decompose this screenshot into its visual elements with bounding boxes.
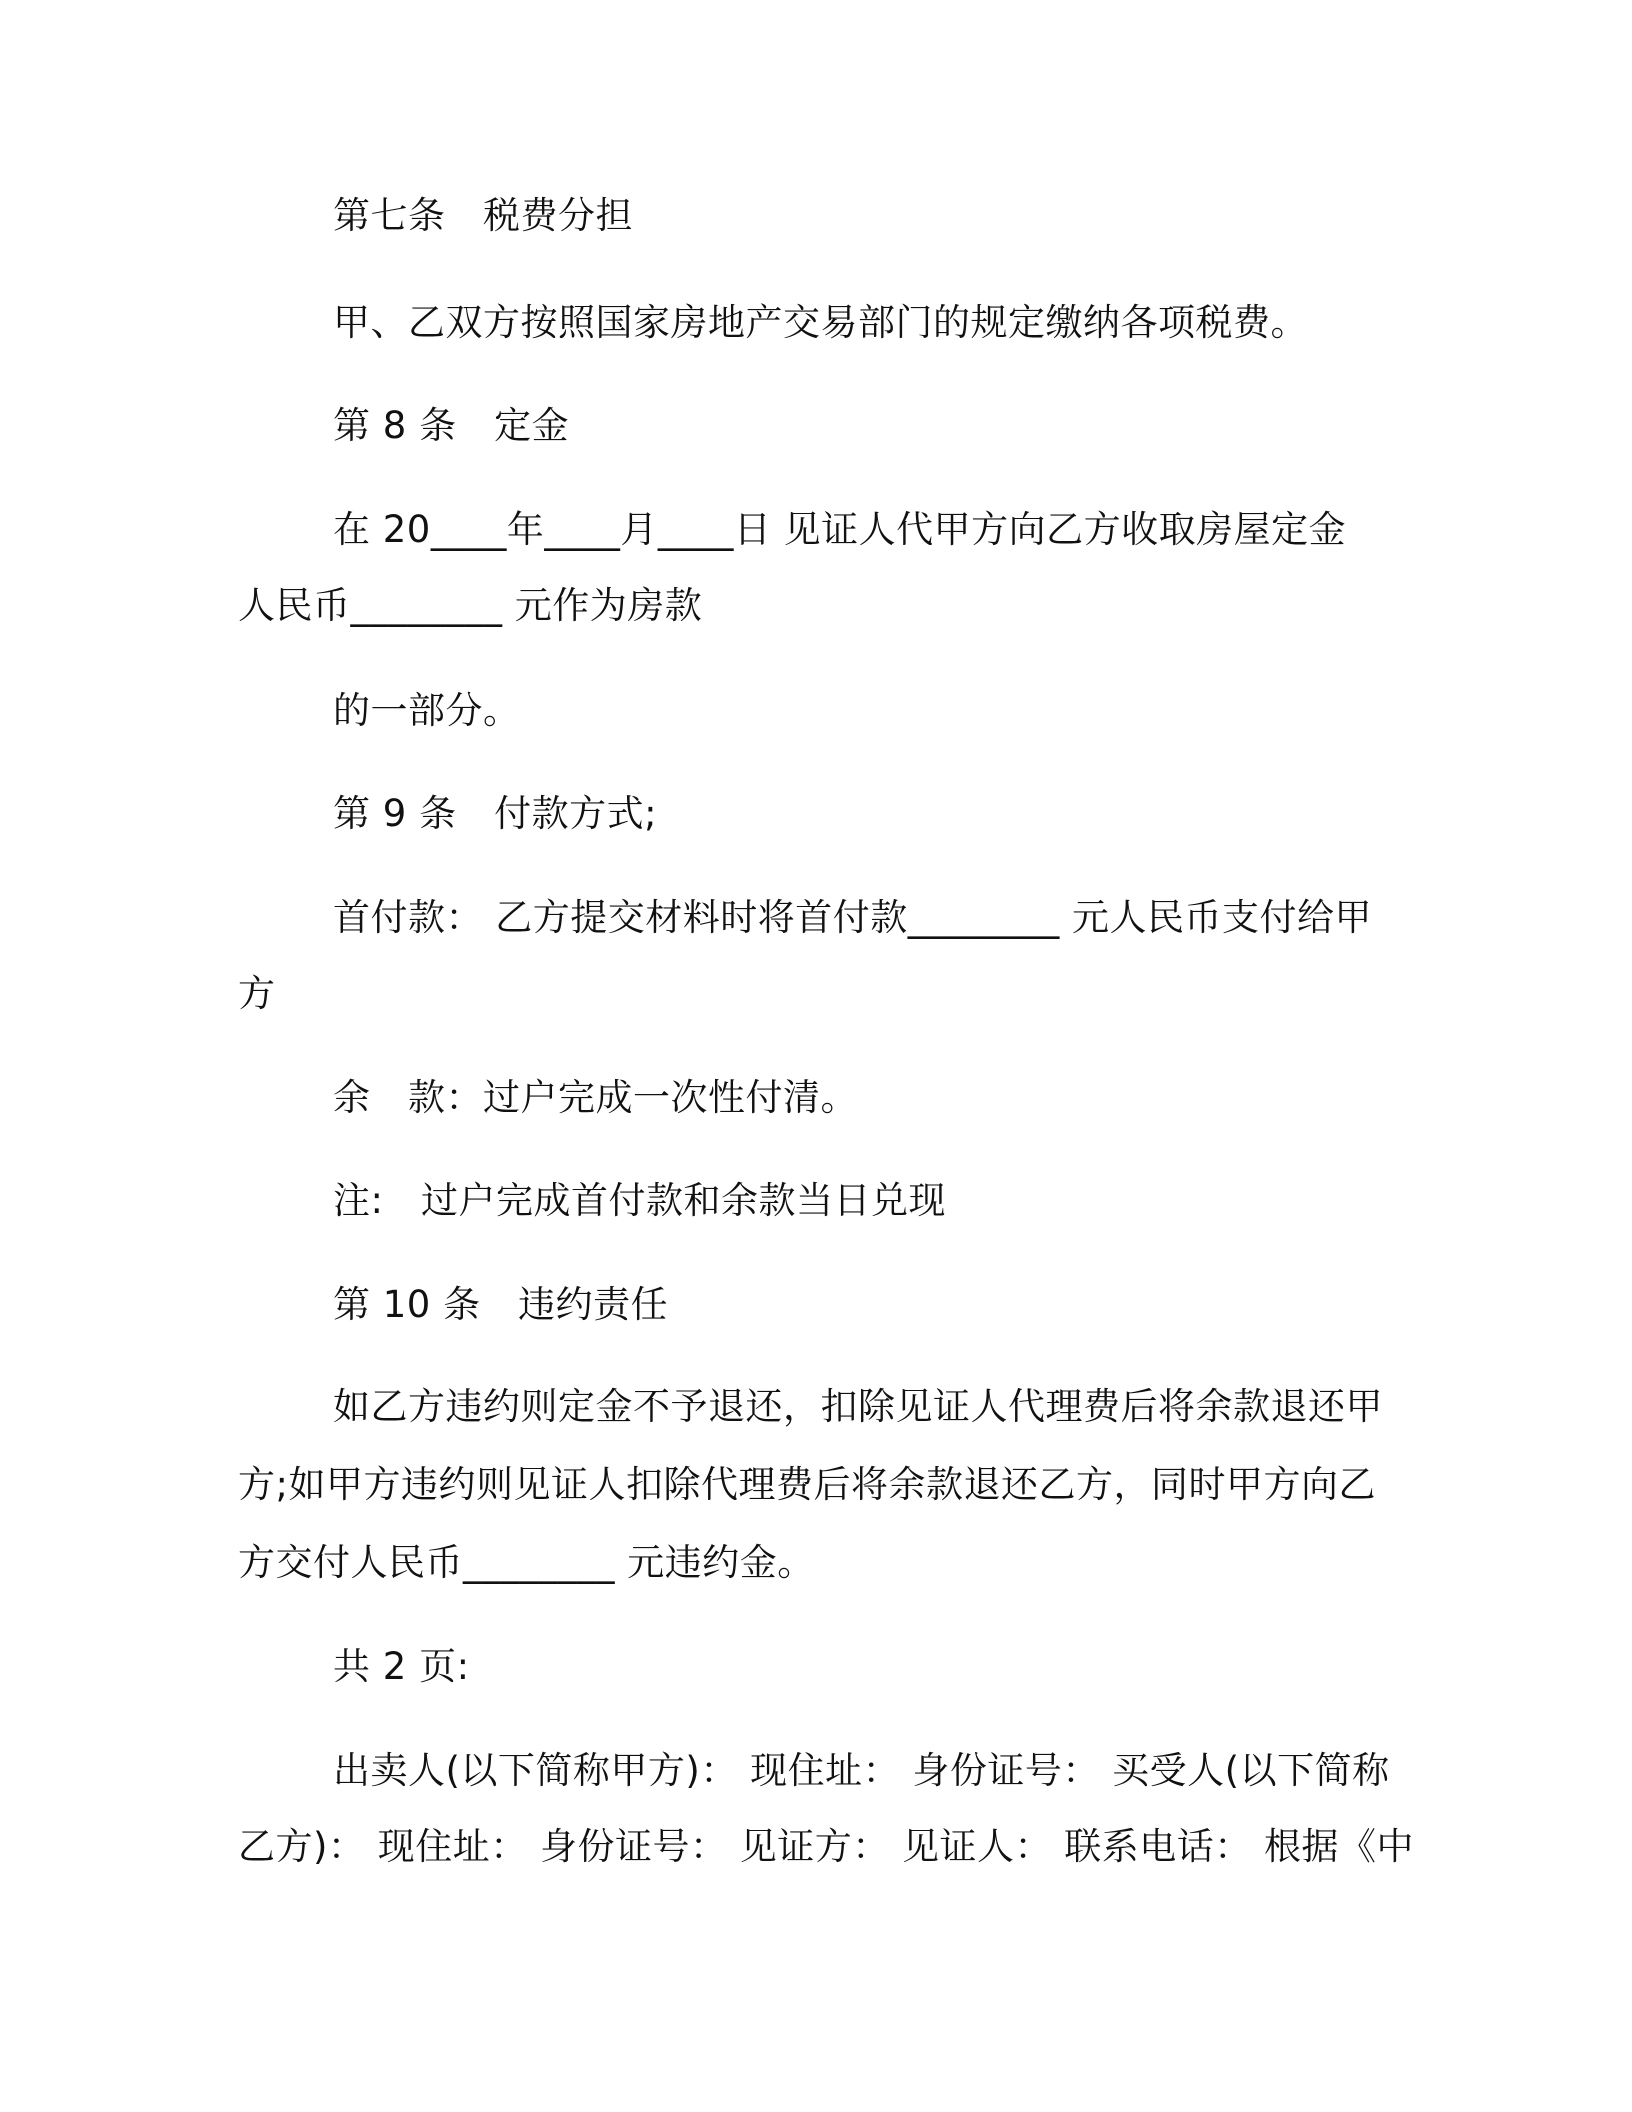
- article-10-heading: 第 10 条 违约责任: [333, 1283, 669, 1326]
- article-8-text-line-2: 人民币________ 元作为房款: [238, 584, 703, 627]
- article-8-text-line-3: 的一部分。: [333, 689, 521, 732]
- article-8-text-line-1: 在 20____年____月____日 见证人代甲方向乙方收取房屋定金: [333, 508, 1347, 551]
- down-payment-line-1: 首付款： 乙方提交材料时将首付款________ 元人民币支付给甲: [333, 896, 1373, 939]
- article-7-text: 甲、乙双方按照国家房地产交易部门的规定缴纳各项税费。: [333, 301, 1308, 344]
- article-10-text-line-2: 方;如甲方违约则见证人扣除代理费后将余款退还乙方，同时甲方向乙: [238, 1463, 1376, 1506]
- down-payment-line-2: 方: [238, 972, 276, 1015]
- page-count-line: 共 2 页:: [333, 1645, 470, 1688]
- parties-line-1: 出卖人(以下简称甲方)： 现住址： 身份证号： 买受人(以下简称: [333, 1749, 1390, 1792]
- article-7-heading: 第七条 税费分担: [333, 194, 633, 237]
- article-9-heading: 第 9 条 付款方式;: [333, 792, 658, 835]
- note-line: 注: 过户完成首付款和余款当日兑现: [333, 1179, 946, 1222]
- parties-line-2: 乙方)： 现住址： 身份证号： 见证方： 见证人： 联系电话： 根据《中: [238, 1825, 1415, 1868]
- article-10-text-line-3: 方交付人民币________ 元违约金。: [238, 1541, 815, 1584]
- balance-line: 余 款：过户完成一次性付清。: [333, 1076, 858, 1119]
- article-8-heading: 第 8 条 定金: [333, 404, 570, 447]
- article-10-text-line-1: 如乙方违约则定金不予退还，扣除见证人代理费后将余款退还甲: [333, 1385, 1383, 1428]
